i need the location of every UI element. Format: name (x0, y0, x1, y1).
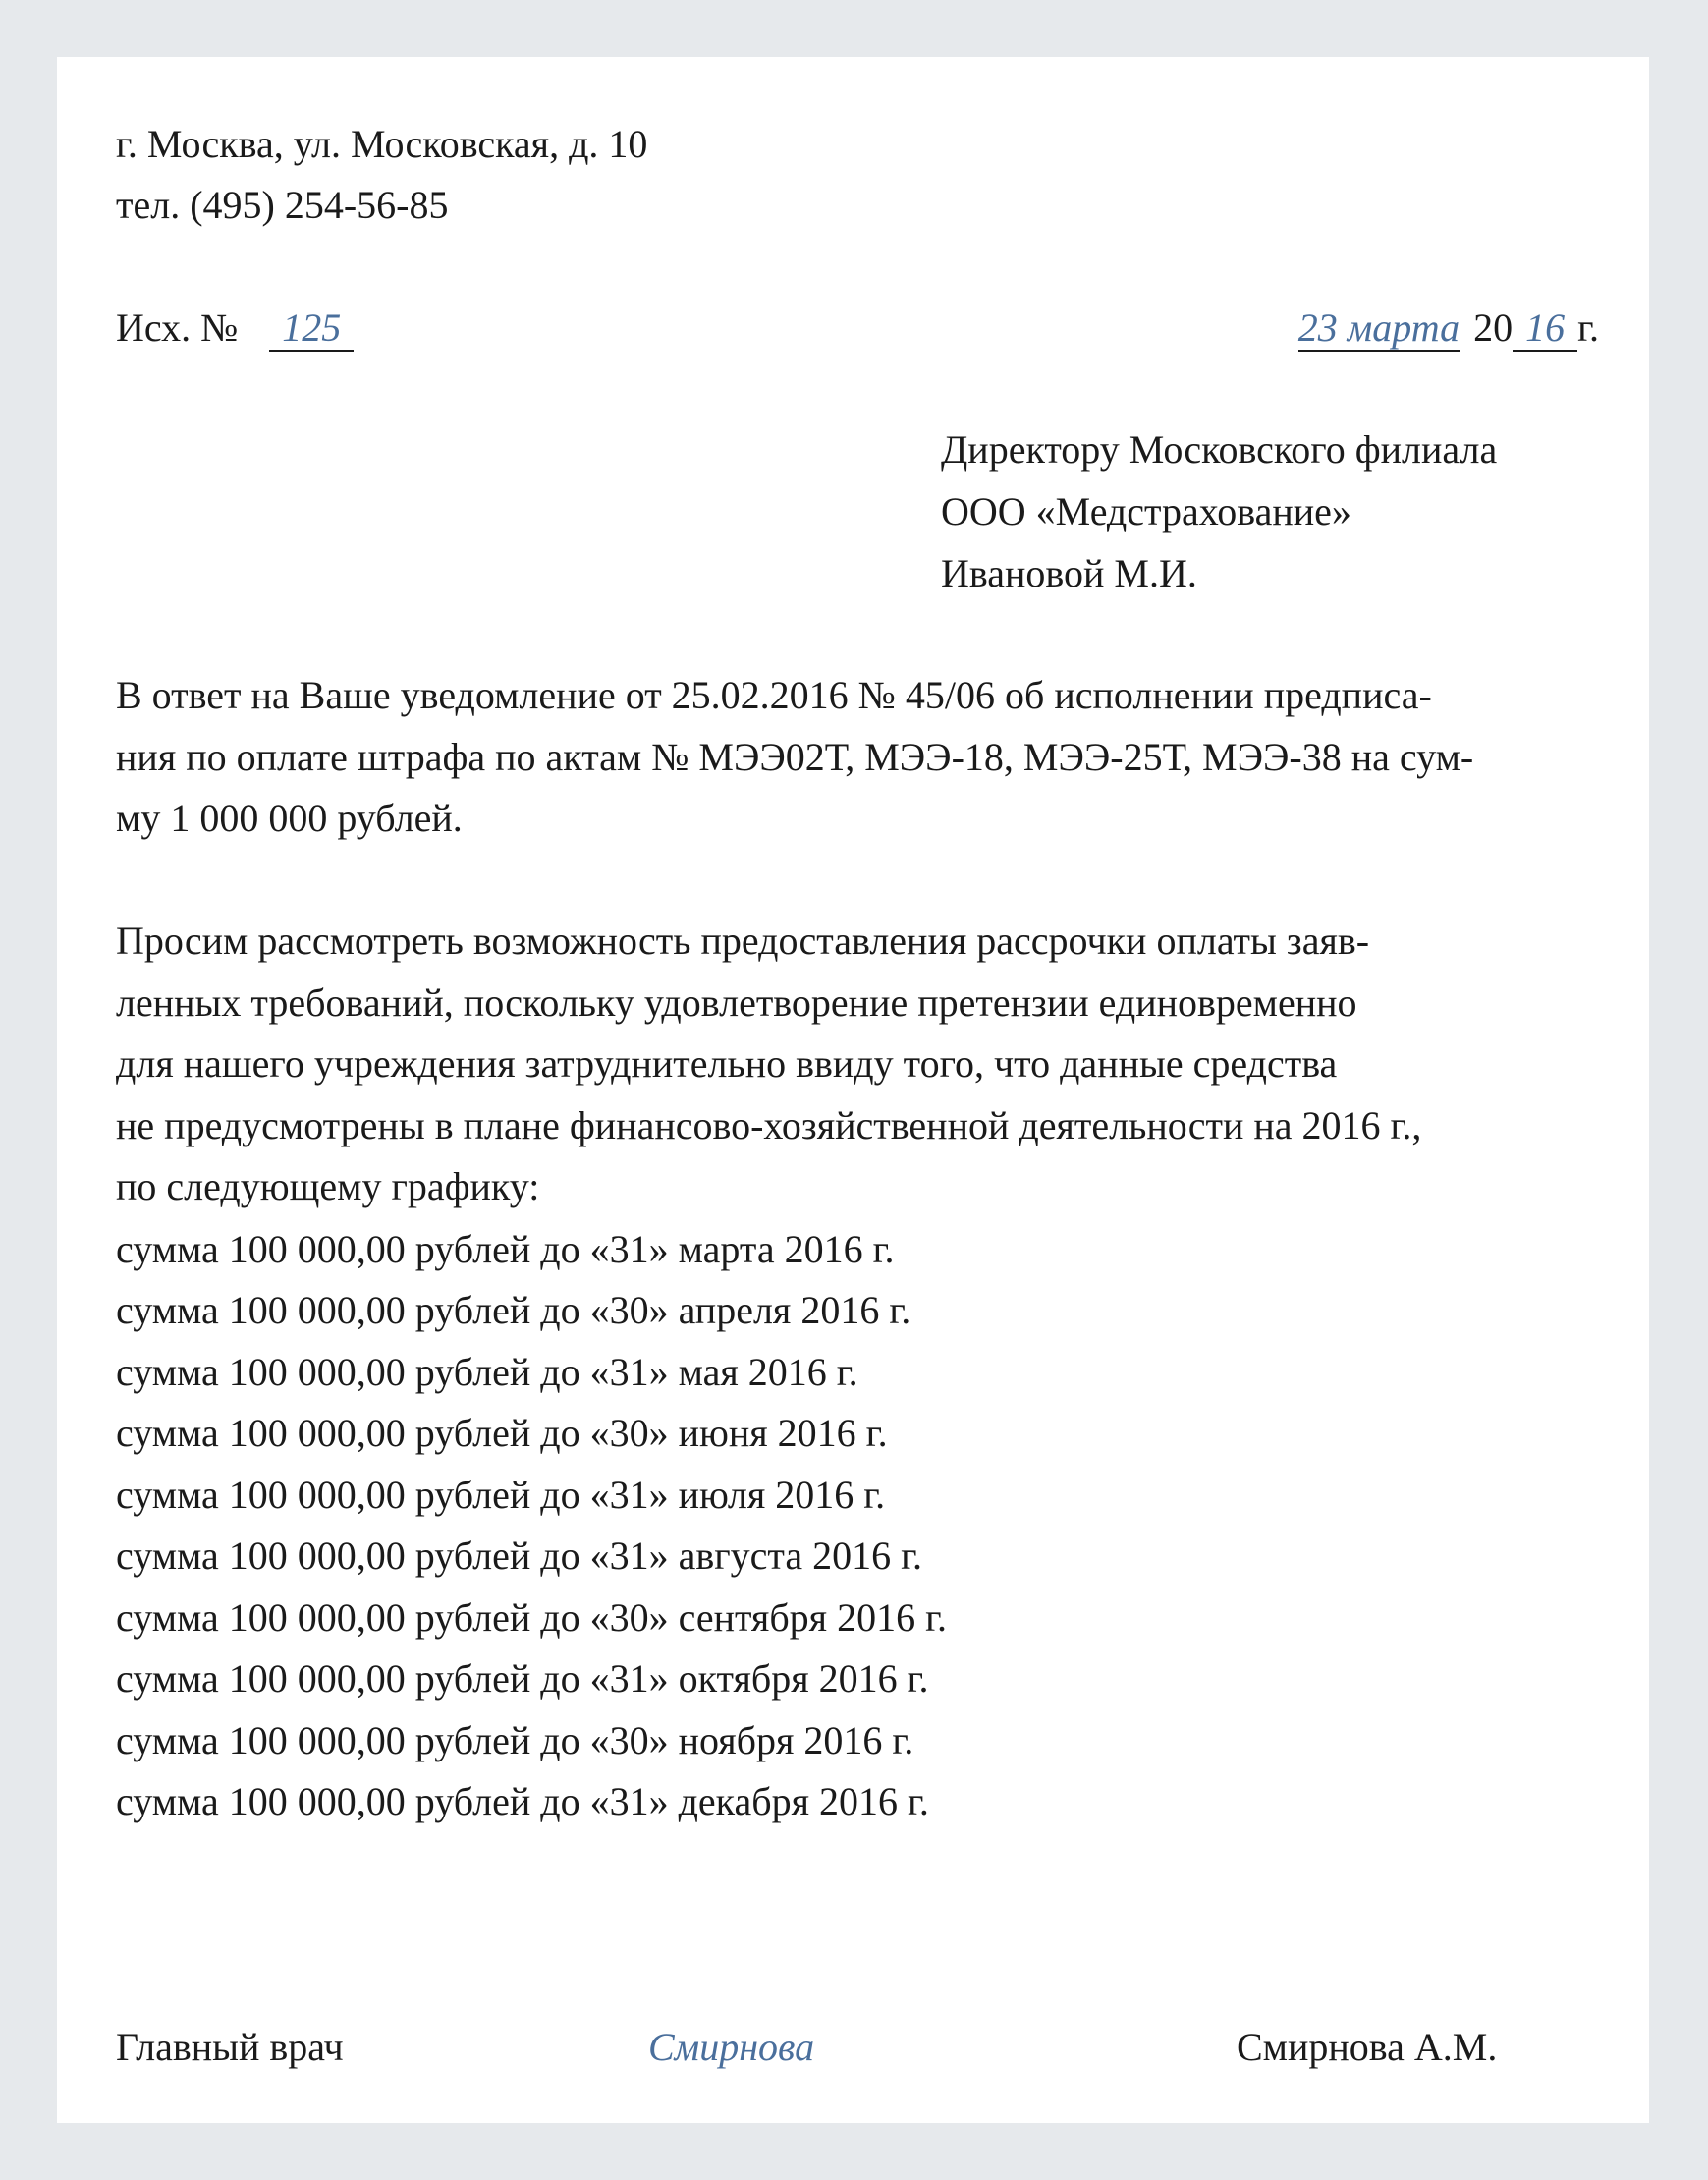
sender-phone: тел. (495) 254-56-85 (116, 183, 449, 227)
addressee-line: ООО «Медстрахование» (941, 489, 1351, 533)
addressee-line: Директору Московского филиала (941, 427, 1498, 472)
text-line: В ответ на Ваше уведомление от 25.02.2016 № 45/06 об исполнении предписа- (116, 673, 1432, 717)
schedule-item: сумма 100 000,00 рублей до «30» апреля 2016 г. (116, 1288, 911, 1332)
schedule-item: сумма 100 000,00 рублей до «30» сентября 2016 г. (116, 1595, 947, 1640)
schedule-item: сумма 100 000,00 рублей до «30» ноября 2016 г. (116, 1718, 914, 1762)
addressee-line: Ивановой М.И. (941, 551, 1197, 595)
sender-address: г. Москва, ул. Московская, д. 10 (116, 122, 648, 166)
date-year-suffix: 16 (1513, 307, 1577, 352)
text-line: ния по оплате штрафа по актам № МЭЭ02Т, МЭЭ-18, МЭЭ-25Т, МЭЭ-38 на сум- (116, 735, 1474, 779)
schedule-item: сумма 100 000,00 рублей до «31» мая 2016 г. (116, 1350, 858, 1394)
outgoing-number: 125 (269, 307, 354, 352)
date-year-prefix: 20 (1473, 306, 1514, 350)
date-day-month: 23 марта (1297, 306, 1460, 350)
schedule-item: сумма 100 000,00 рублей до «31» декабря 2016 г. (116, 1779, 929, 1823)
signer-name: Смирнова А.М. (1237, 2025, 1498, 2069)
schedule-item: сумма 100 000,00 рублей до «31» марта 2016 г. (116, 1227, 895, 1271)
text-line: по следующему графику: (116, 1164, 540, 1208)
outgoing-number-row (116, 298, 354, 359)
signer-position: Главный врач (116, 2025, 344, 2069)
text-line: ленных требований, поскольку удовлетворение претензии единовременно (116, 980, 1357, 1025)
outgoing-date (1298, 298, 1599, 359)
text-line: Просим рассмотреть возможность предоставления рассрочки оплаты заяв- (116, 919, 1370, 963)
schedule-item: сумма 100 000,00 рублей до «31» августа 2016 г. (116, 1534, 922, 1578)
text-line: не предусмотрены в плане финансово-хозяйственной деятельности на 2016 г., (116, 1103, 1422, 1147)
schedule-item: сумма 100 000,00 рублей до «31» октября 2016 г. (116, 1656, 929, 1701)
text-line: му 1 000 000 рублей. (116, 796, 463, 840)
schedule-item: сумма 100 000,00 рублей до «30» июня 2016 г. (116, 1411, 888, 1455)
outgoing-number-label: Исх. № (116, 306, 239, 350)
text-line: для нашего учреждения затруднительно ввиду того, что данные средства (116, 1041, 1338, 1086)
date-year-unit: г. (1577, 306, 1599, 350)
schedule-item: сумма 100 000,00 рублей до «31» июля 2016 г. (116, 1473, 886, 1517)
handwritten-signature: Смирнова (648, 2025, 815, 2069)
